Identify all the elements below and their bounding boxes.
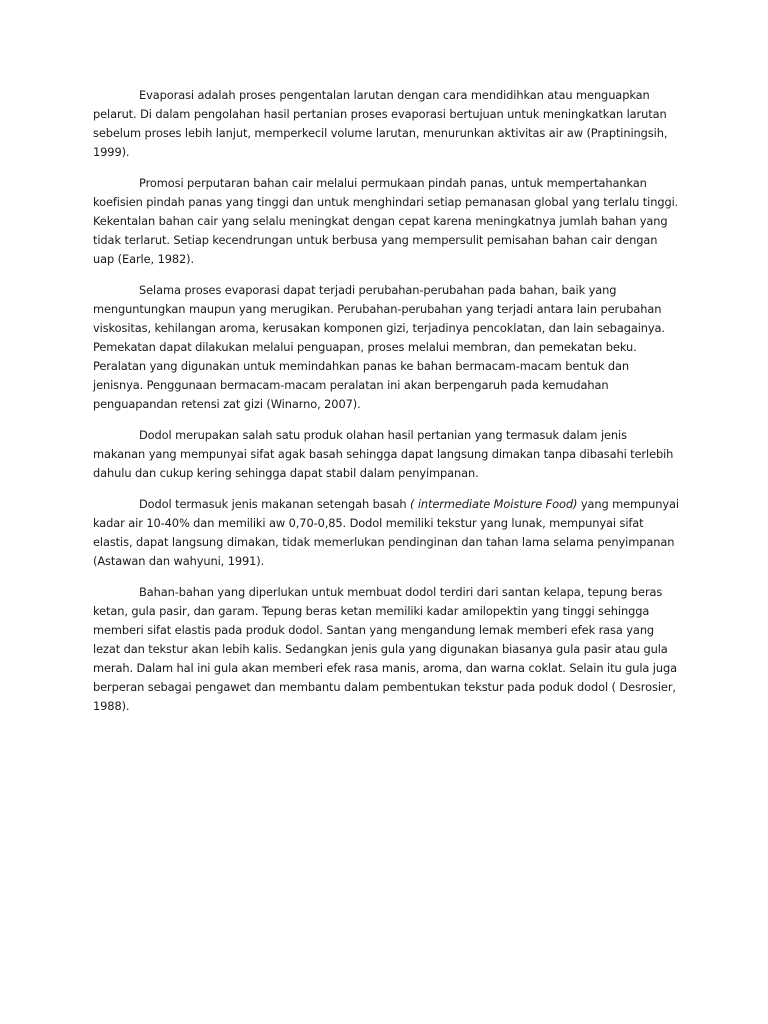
paragraph-bahan-bahan: Bahan-bahan yang diperlukan untuk membuat dodol terdiri dari santan kelapa, tepung beras ketan, gula pasir, dan garam. Tepung beras ketan memiliki kadar amilopektin yang tinggi sehingga memberi sifat elastis pada produk dodol. Santan yang mengandung lemak memberi efek rasa yang lezat dan tekstur akan lebih kalis. Sedangkan jenis gula yang digunakan biasanya gula pasir atau gula merah. Dalam hal ini gula akan memberi efek rasa manis, aroma, dan warna coklat. Selain itu gula juga berperan sebagai pengawet dan membantu dalam pembentukan tekstur pada poduk dodol ( Desrosier, 1988).	[93, 585, 677, 713]
paragraph-selama-proses: Selama proses evaporasi dapat terjadi perubahan-perubahan pada bahan, baik yang menguntungkan maupun yang merugikan. Perubahan-perubahan yang terjadi antara lain perubahan viskositas, kehilangan aroma, kerusakan komponen gizi, terjadinya pencoklatan, dan lain sebagainya. Pemekatan dapat dilakukan melalui penguapan, proses melalui membran, dan pemekatan beku. Peralatan yang digunakan untuk memindahkan panas ke bahan bermacam-macam bentuk dan jenisnya. Penggunaan bermacam-macam peralatan ini akan berpengaruh pada kemudahan penguapandan retensi zat gizi (Winarno, 2007).	[93, 283, 665, 411]
paragraph-evaporasi: Evaporasi adalah proses pengentalan larutan dengan cara mendidihkan atau menguapkan pelarut. Di dalam pengolahan hasil pertanian proses evaporasi bertujuan untuk meningkatkan larutan sebelum proses lebih lanjut, memperkecil volume larutan, menurunkan aktivitas air aw (Praptiningsih, 1999).	[93, 88, 668, 159]
document-body	[93, 86, 681, 728]
paragraph-promosi: Promosi perputaran bahan cair melalui permukaan pindah panas, untuk mempertahankan koefisien pindah panas yang tinggi dan untuk menghindari setiap pemanasan global yang terlalu tinggi. Kekentalan bahan cair yang selalu meningkat dengan cepat karena meningkatnya jumlah bahan yang tidak terlarut. Setiap kecendrungan untuk berbusa yang mempersulit pemisahan bahan cair dengan uap (Earle, 1982).	[93, 176, 679, 266]
paragraph-text-before: Dodol termasuk jenis makanan setengah basah	[139, 497, 410, 511]
paragraph-dodol-jenis	[93, 495, 681, 571]
paragraph-text-after: yang mempunyai kadar air 10-40% dan memiliki aw 0,70-0,85. Dodol memiliki tekstur yang lunak, mempunyai sifat elastis, dapat langsung dimakan, tidak memerlukan pendinginan dan tahan lama selama penyimpanan (Astawan dan wahyuni, 1991).	[93, 497, 679, 568]
paragraph-italic-term: ( intermediate Moisture Food)	[409, 497, 578, 511]
paragraph-dodol-definisi: Dodol merupakan salah satu produk olahan hasil pertanian yang termasuk dalam jenis makanan yang mempunyai sifat agak basah sehingga dapat langsung dimakan tanpa dibasahi terlebih dahulu dan cukup kering sehingga dapat stabil dalam penyimpanan.	[93, 428, 674, 480]
